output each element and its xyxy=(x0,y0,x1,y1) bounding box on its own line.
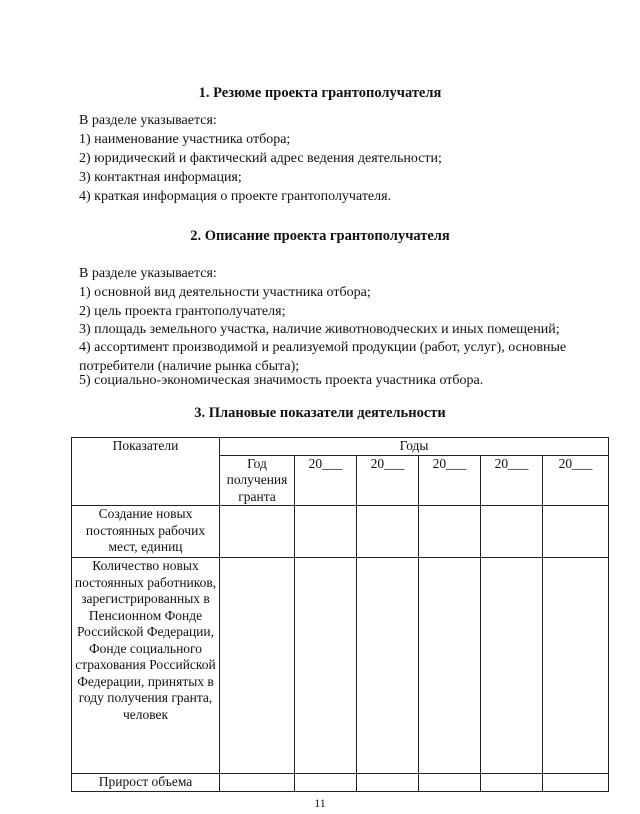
row-label: Создание новых постоянных рабочих мест, единиц xyxy=(72,506,220,558)
section1-item: 1) наименование участника отбора; xyxy=(79,132,291,147)
section2-title: 2. Описание проекта грантополучателя xyxy=(190,228,450,244)
year-column: 20___ xyxy=(357,455,419,506)
page-number: 11 xyxy=(314,796,326,810)
table-cell xyxy=(481,774,543,792)
header-indicators: Показатели xyxy=(72,438,220,506)
table-cell xyxy=(295,506,357,558)
section2-item: 3) площадь земельного участка, наличие животноводческих и иных помещений; xyxy=(79,322,560,337)
table-cell xyxy=(543,558,609,774)
table-cell xyxy=(295,774,357,792)
table-cell xyxy=(543,506,609,558)
table-row xyxy=(72,774,609,792)
year-column-grant: Год получения гранта xyxy=(220,455,295,506)
table-cell xyxy=(481,558,543,774)
year-column: 20___ xyxy=(481,455,543,506)
year-column: 20___ xyxy=(295,455,357,506)
table-cell xyxy=(481,506,543,558)
table-cell xyxy=(220,506,295,558)
table-cell xyxy=(543,774,609,792)
section1-intro: В разделе указывается: xyxy=(79,113,217,128)
section1-item: 2) юридический и фактический адрес ведения деятельности; xyxy=(79,151,442,166)
row-label: Количество новых постоянных работников, зарегистрированных в Пенсионном Фонде Российской Федерации, Фонде социального страхования Российской Федерации, принятых в году получения гранта, человек xyxy=(72,558,220,774)
table-cell xyxy=(419,506,481,558)
section1-item: 3) контактная информация; xyxy=(79,170,242,185)
section2-item: 1) основной вид деятельности участника отбора; xyxy=(79,285,371,300)
section2-item: 2) цель проекта грантополучателя; xyxy=(79,304,286,319)
table-cell xyxy=(419,558,481,774)
table-row xyxy=(72,506,609,558)
table-row xyxy=(72,558,609,774)
header-years: Годы xyxy=(220,438,609,456)
section1-item: 4) краткая информация о проекте грантополучателя. xyxy=(79,189,392,204)
table-cell xyxy=(295,558,357,774)
table-cell xyxy=(357,506,419,558)
table-cell xyxy=(220,774,295,792)
table-cell xyxy=(419,774,481,792)
table-cell xyxy=(220,558,295,774)
table-cell xyxy=(357,774,419,792)
indicators-table xyxy=(71,437,609,792)
row-label: Прирост объема xyxy=(72,774,220,792)
section2-item: 5) социально-экономическая значимость проекта участника отбора. xyxy=(79,373,484,388)
table-cell xyxy=(357,558,419,774)
section3-title: 3. Плановые показатели деятельности xyxy=(194,405,446,421)
year-column: 20___ xyxy=(543,455,609,506)
year-column: 20___ xyxy=(419,455,481,506)
section1-title: 1. Резюме проекта грантополучателя xyxy=(198,85,442,101)
section2-intro: В разделе указывается: xyxy=(79,266,217,281)
section2-item: 4) ассортимент производимой и реализуемой продукции (работ, услуг), основные потребители (наличие рынка сбыта); xyxy=(79,340,567,374)
